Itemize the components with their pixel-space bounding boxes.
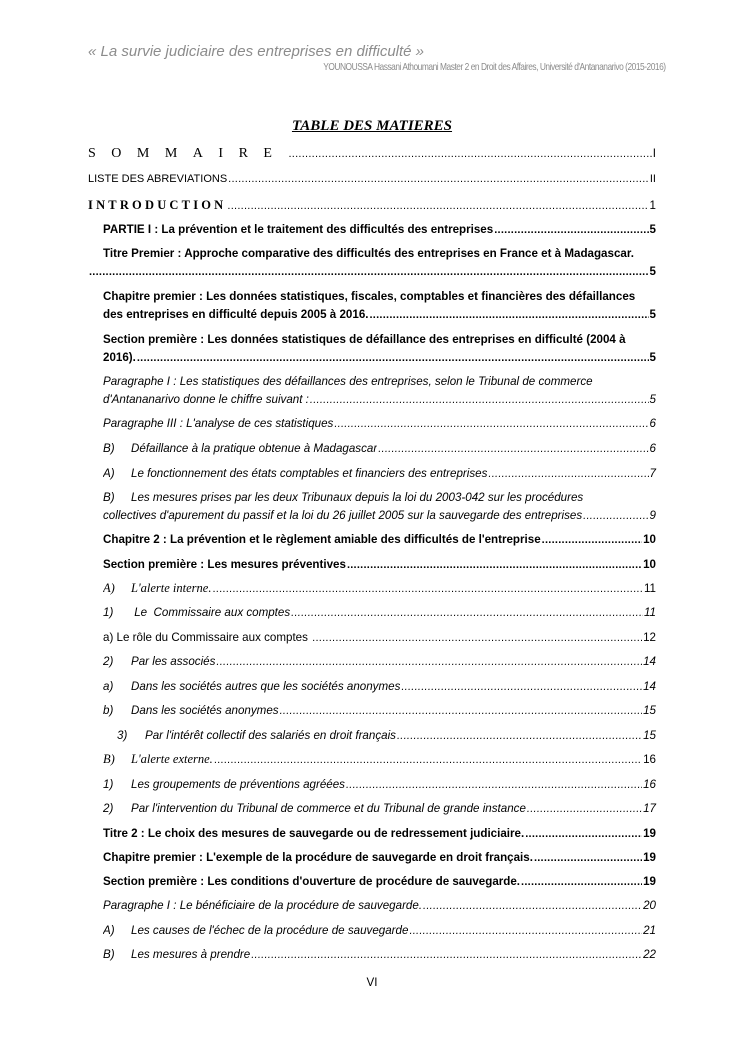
entry-text: collectives d'apurement du passif et la loi du 26 juillet 2005 sur la sauvegarde des entreprises [103,508,583,522]
entry-text: L'alerte externe. [131,752,213,766]
toc-entry-paragraphe-3[interactable] [103,415,656,434]
toc-entry-introduction[interactable] [88,197,656,216]
entry-text: Dans les sociétés autres que les sociétés anonymes [131,680,401,693]
entry-number: B) [103,491,115,504]
toc-entry-associes[interactable] [103,653,656,672]
toc-entry-societes-anonymes[interactable] [103,702,656,721]
toc-entry-b-defaillance[interactable] [103,440,656,459]
entry-page: 10 [643,533,656,546]
toc-entry-a-fonctionnement[interactable] [103,465,656,484]
toc-title: TABLE DES MATIERES [291,118,453,134]
toc-entry-beneficiaire[interactable] [103,897,656,916]
entry-number: 3) [117,729,128,742]
entry-page: I [652,147,656,160]
toc-entry-partie-1[interactable] [103,221,656,240]
entry-page: 6 [649,442,656,455]
entry-number: A) [103,467,115,480]
entry-number: 2) [103,802,114,815]
toc-entry-causes-echec[interactable] [103,922,656,941]
entry-page: 19 [643,875,656,888]
entry-text: L'alerte interne. [131,581,212,595]
header-title: « La survie judiciaire des entreprises en difficulté » [88,43,425,60]
entry-page: 7 [649,467,656,480]
toc-entry-groupements[interactable] [103,776,656,795]
entry-page: 5 [649,264,656,278]
entry-text: Défaillance à la pratique obtenue à Madagascar [131,442,378,455]
entry-page: 19 [643,851,656,864]
entry-number: A) [103,581,115,595]
entry-page: 20 [643,899,656,912]
entry-number: 1) [103,778,114,791]
entry-page: 5 [649,350,656,364]
entry-text-line1: Titre Premier : Approche comparative des difficultés des entreprises en France et à Madagascar. [103,247,634,260]
entry-text: 2016). [103,350,136,364]
entry-page: II [649,173,656,185]
entry-text: Par l'intérêt collectif des salariés en droit français [145,729,396,742]
toc-entry-alerte-interne[interactable] [103,580,656,599]
toc-entry-societes-autres[interactable] [103,678,656,697]
toc-entry-titre-2[interactable] [103,825,656,844]
entry-text: a) Le rôle du Commissaire aux comptes [103,631,312,644]
entry-page: 14 [643,655,656,668]
entry-number: 1) [103,606,114,619]
entry-page: 10 [643,558,656,571]
entry-page: 9 [649,508,656,522]
entry-text: Le fonctionnement des états comptables et financiers des entreprises [131,467,488,480]
entry-text: Paragraphe I : Le bénéficiaire de la procédure de sauvegarde. [103,899,423,912]
page-number: VI [366,976,378,989]
entry-page: 15 [643,704,656,717]
entry-text: Section première : Les conditions d'ouverture de procédure de sauvegarde. [103,875,521,888]
entry-page: 5 [649,307,656,321]
toc-entry-b-mesures-tribunaux[interactable] [103,489,656,525]
entry-page: 21 [643,924,656,937]
entry-number: B) [103,442,115,455]
entry-text: INTRODUCTION [88,198,227,212]
entry-page: 11 [643,582,656,595]
entry-text: d'Antananarivo donne le chiffre suivant : [103,392,309,406]
entry-text: Section première : Les mesures préventives [103,558,346,571]
toc-entry-section-mesures-preventives[interactable] [103,556,656,575]
entry-number: 2) [103,655,114,668]
entry-text: Chapitre 2 : La prévention et le règlement amiable des difficultés de l'entreprise [103,533,541,546]
entry-text: Les mesures à prendre [131,948,251,961]
entry-text: Titre 2 : Le choix des mesures de sauvegarde ou de redressement judiciaire. [103,827,525,840]
entry-page: 5 [649,223,656,236]
entry-text: Paragraphe III : L'analyse de ces statistiques [103,417,334,430]
entry-page: 14 [643,680,656,693]
entry-text: des entreprises en difficulté depuis 2005 à 2016. [103,307,369,321]
toc-entry-section-premiere[interactable] [103,331,656,367]
toc-entry-chapitre-premier[interactable] [103,288,656,324]
toc-entry-sommaire[interactable] [88,145,656,164]
toc-entry-commissaire[interactable] [103,604,656,623]
entry-page: 11 [643,606,656,619]
toc-entry-mesures-prendre[interactable] [103,946,656,965]
entry-page: 17 [643,802,656,815]
entry-text: Par les associés [131,655,216,668]
entry-text-line1: Les mesures prises par les deux Tribunaux depuis la loi du 2003-042 sur les procédures [131,491,584,504]
toc-entry-alerte-externe[interactable] [103,751,656,770]
entry-text-line1: Section première : Les données statistiques de défaillance des entreprises en difficulté (2004 à [103,333,626,346]
entry-number: b) [103,704,114,717]
entry-page: 22 [643,948,656,961]
entry-page: 19 [643,827,656,840]
entry-text: SOMMAIRE [88,146,288,161]
entry-text: Les causes de l'échec de la procédure de sauvegarde [131,924,409,937]
entry-text: PARTIE I : La prévention et le traitement des difficultés des entreprises [103,223,494,236]
toc-entry-chapitre-2[interactable] [103,531,656,550]
entry-text: Le Commissaire aux comptes [131,606,291,619]
entry-number: A) [103,924,115,937]
toc-entry-paragraphe-1[interactable] [103,373,656,409]
entry-number: B) [103,752,115,766]
entry-text: LISTE DES ABREVIATIONS [88,173,228,185]
entry-text: Chapitre premier : L'exemple de la procédure de sauvegarde en droit français. [103,851,533,864]
entry-page: 12 [643,631,656,644]
entry-text-line1: Chapitre premier : Les données statistiques, fiscales, comptables et financières des défaillances [103,290,636,303]
entry-text: Par l'intervention du Tribunal de commerce et du Tribunal de grande instance [131,802,526,815]
toc-entry-role-commissaire[interactable] [103,629,656,648]
entry-text-line1: Paragraphe I : Les statistiques des défaillances des entreprises, selon le Tribunal de commerce [103,375,593,388]
entry-page: 6 [649,417,656,430]
entry-text: Les groupements de préventions agréées [131,778,345,791]
toc-entry-salaries[interactable] [117,727,656,746]
toc-entry-chapitre-sauvegarde[interactable] [103,849,656,868]
toc-entry-abreviations[interactable] [88,171,656,189]
entry-page: 15 [643,729,656,742]
entry-page: 5 [649,392,656,406]
entry-number: a) [103,680,114,693]
toc-entry-titre-premier[interactable] [103,245,656,281]
entry-text: Dans les sociétés anonymes [131,704,279,717]
entry-number: B) [103,948,115,961]
header-subtitle: YOUNOUSSA Hassani Athoumani Master 2 en Droit des Affaires, Université d'Antananarivo (2015-2016) [323,61,666,73]
toc-entry-intervention-tribunal[interactable] [103,800,656,819]
entry-page: 1 [649,199,656,212]
entry-page: 16 [643,778,656,791]
toc-entry-section-conditions[interactable] [103,873,656,892]
entry-page: 16 [643,753,656,766]
